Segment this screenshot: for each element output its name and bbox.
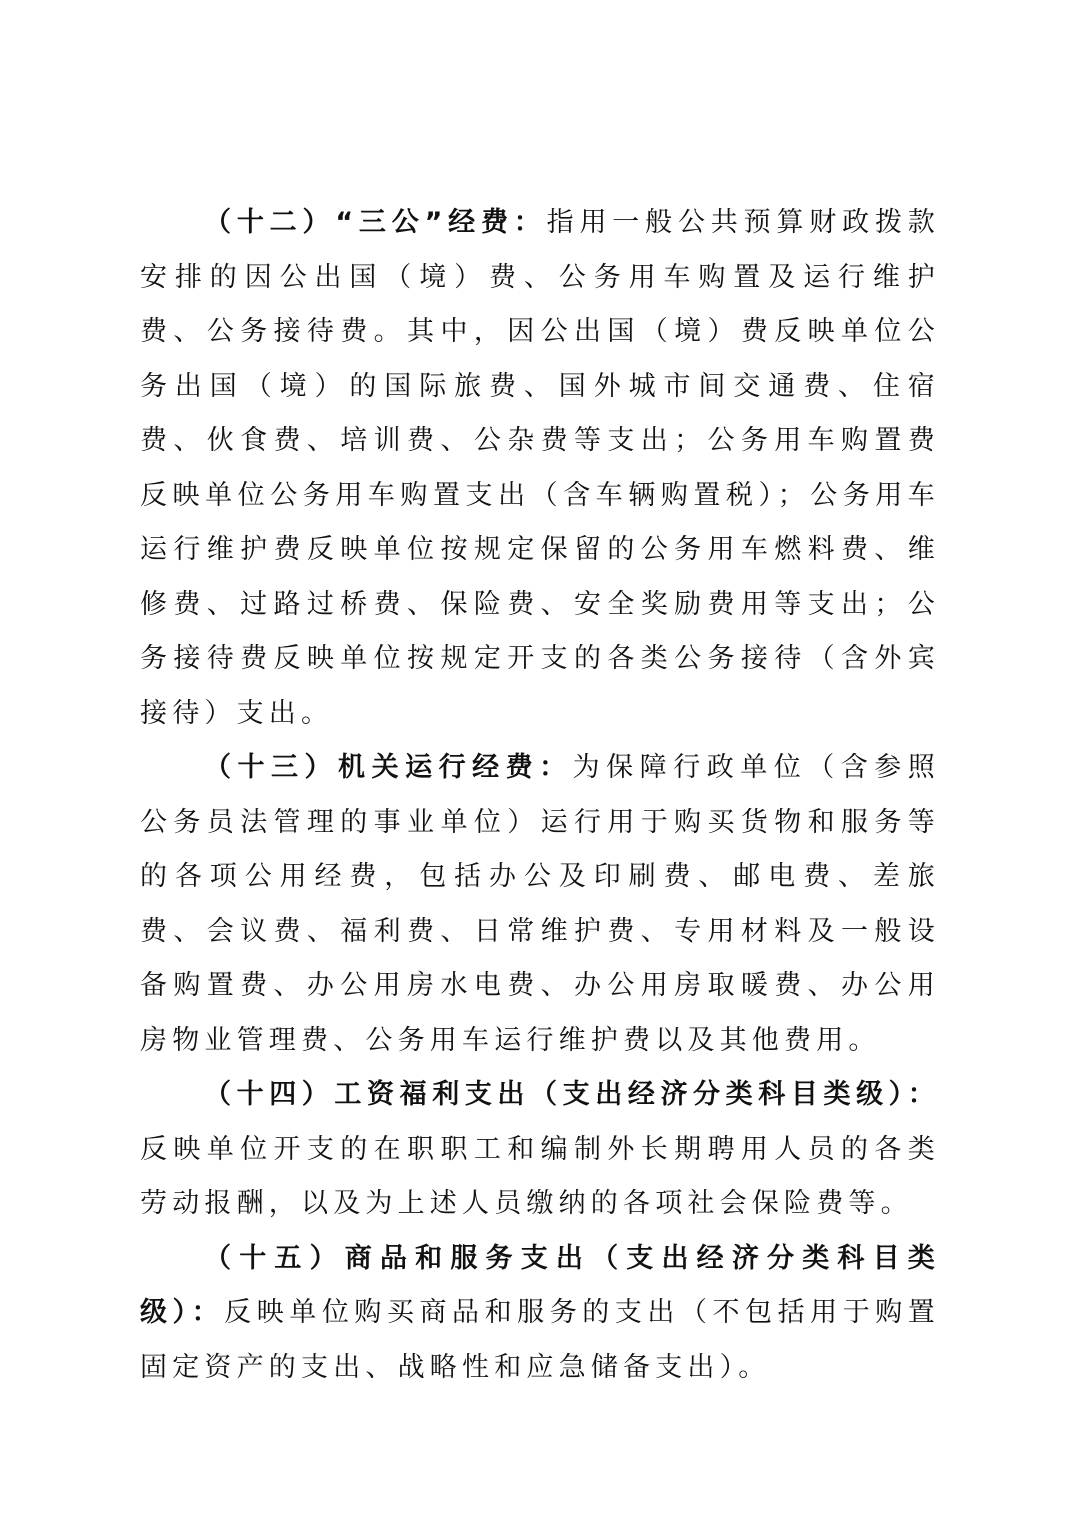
paragraph-text: 反映单位开支的在职职工和编制外长期聘用人员的各类劳动报酬，以及为上述人员缴纳的各项社会保险费等。 xyxy=(140,1133,940,1219)
paragraph-text: 指用一般公共预算财政拨款安排的因公出国（境）费、公务用车购置及运行维护费、公务接待费。其中，因公出国（境）费反映单位公务出国（境）的国际旅费、国外城市间交通费、住宿费、伙食费、培训费、公杂费等支出；公务用车购置费反映单位公务用车购置支出（含车辆购置税）；公务用车运行维护费反映单位按规定保留的公务用车燃料费、维修费、过路过桥费、保险费、安全奖励费用等支出；公务接待费反映单位按规定开支的各类公务接待（含外宾接待）支出。 xyxy=(140,207,940,729)
paragraph-heading: （十二）“三公”经费： xyxy=(204,207,547,238)
paragraph-text: 为保障行政单位（含参照公务员法管理的事业单位）运行用于购买货物和服务等的各项公用经费，包括办公及印刷费、邮电费、差旅费、会议费、福利费、日常维护费、专用材料及一般设备购置费、办公用房水电费、办公用房取暖费、办公用房物业管理费、公务用车运行维护费以及其他费用。 xyxy=(140,752,940,1056)
paragraph-heading: （十五）商品和服务支出（支出经济分类科目类级）： xyxy=(140,1242,940,1328)
paragraph-fifteen xyxy=(140,1232,940,1396)
paragraph-heading: （十三）机关运行经费： xyxy=(204,752,573,783)
paragraph-twelve xyxy=(140,196,940,741)
paragraph-text: 反映单位购买商品和服务的支出（不包括用于购置固定资产的支出、战略性和应急储备支出）。 xyxy=(140,1297,940,1383)
paragraph-thirteen xyxy=(140,741,940,1068)
document-body xyxy=(140,196,940,1395)
paragraph-fourteen xyxy=(140,1068,940,1232)
paragraph-heading: （十四）工资福利支出（支出经济分类科目类级）： xyxy=(204,1079,940,1110)
